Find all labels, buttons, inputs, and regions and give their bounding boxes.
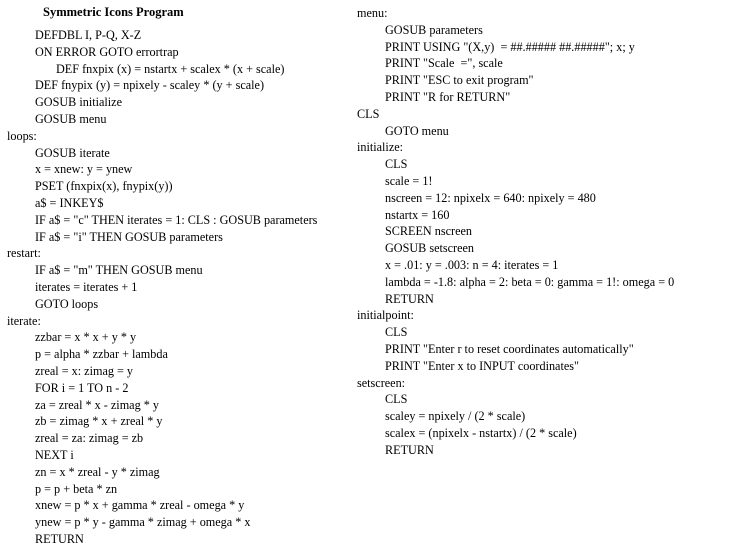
code-label-line: setscreen: xyxy=(357,375,406,390)
code-line: p = p + beta * zn xyxy=(35,481,118,496)
code-line: zn = x * zreal - y * zimag xyxy=(35,464,160,479)
code-line: PRINT "Scale =", scale xyxy=(385,56,503,71)
code-line: SCREEN nscreen xyxy=(385,224,472,239)
code-line: lambda = -1.8: alpha = 2: beta = 0: gamma = 1!: omega = 0 xyxy=(385,274,675,289)
code-line: GOSUB parameters xyxy=(385,22,483,37)
code-line: x = xnew: y = ynew xyxy=(35,162,133,177)
code-line: PRINT "Enter r to reset coordinates automatically" xyxy=(385,341,634,356)
code-label-line: initialpoint: xyxy=(357,308,414,323)
code-line: GOSUB setscreen xyxy=(385,241,475,256)
code-line: zzbar = x * x + y * y xyxy=(35,330,137,345)
code-line: NEXT i xyxy=(35,447,74,462)
code-line: p = alpha * zzbar + lambda xyxy=(35,347,168,362)
code-line: GOSUB initialize xyxy=(35,95,122,110)
code-line: FOR i = 1 TO n - 2 xyxy=(35,380,129,395)
code-line: GOSUB iterate xyxy=(35,145,110,160)
code-line: PRINT "ESC to exit program" xyxy=(385,73,534,88)
code-line: PRINT "Enter x to INPUT coordinates" xyxy=(385,358,579,373)
code-line: x = .01: y = .003: n = 4: iterates = 1 xyxy=(385,257,559,272)
page-title: Symmetric Icons Program xyxy=(43,5,184,19)
code-line: za = zreal * x - zimag * y xyxy=(35,397,159,412)
code-label-line: iterate: xyxy=(7,313,41,328)
code-label-line: menu: xyxy=(357,6,388,20)
code-line: ynew = p * y - gamma * zimag + omega * x xyxy=(35,515,251,530)
code-label-line: CLS xyxy=(357,106,380,121)
code-line: DEFDBL I, P-Q, X-Z xyxy=(35,28,142,42)
code-line: CLS xyxy=(385,325,408,340)
code-line: RETURN xyxy=(385,291,434,306)
code-line: nstartx = 160 xyxy=(385,207,450,222)
code-line: nscreen = 12: npixelx = 640: npixely = 480 xyxy=(385,190,596,205)
code-line: CLS xyxy=(385,392,408,407)
code-line: IF a$ = "i" THEN GOSUB parameters xyxy=(35,229,223,244)
code-label-line: restart: xyxy=(7,246,41,261)
code-line: CLS xyxy=(385,157,408,172)
code-line: PSET (fnxpix(x), fnypix(y)) xyxy=(35,179,173,194)
code-line: RETURN xyxy=(35,531,84,546)
code-line: scaley = npixely / (2 * scale) xyxy=(385,409,526,424)
code-line: iterates = iterates + 1 xyxy=(35,279,138,294)
code-line: RETURN xyxy=(385,442,434,457)
code-line: scalex = (npixelx - nstartx) / (2 * scale) xyxy=(385,425,577,440)
code-label-line: initialize: xyxy=(357,140,404,155)
code-line: zreal = x: zimag = y xyxy=(35,363,134,378)
code-line: IF a$ = "m" THEN GOSUB menu xyxy=(35,263,203,278)
code-line: ON ERROR GOTO errortrap xyxy=(35,44,179,59)
code-line: GOSUB menu xyxy=(35,111,107,126)
code-line: PRINT USING "(X,y) = ##.##### ##.#####"; x; y xyxy=(385,39,635,54)
code-column-left xyxy=(7,27,317,548)
code-line: zb = zimag * x + zreal * y xyxy=(35,414,163,429)
code-line: xnew = p * x + gamma * zreal - omega * y xyxy=(35,498,245,513)
code-line: GOTO loops xyxy=(35,296,99,311)
code-line: zreal = za: zimag = zb xyxy=(35,431,144,446)
code-line: DEF fnypix (y) = npixely - scaley * (y + scale) xyxy=(35,78,264,93)
code-column-right xyxy=(357,5,674,459)
code-line: PRINT "R for RETURN" xyxy=(385,89,511,104)
code-line: IF a$ = "c" THEN iterates = 1: CLS : GOSUB parameters xyxy=(35,212,318,227)
code-label-line: loops: xyxy=(7,128,37,143)
code-line: DEF fnxpix (x) = nstartx + scalex * (x + scale) xyxy=(56,61,285,76)
code-line: GOTO menu xyxy=(385,123,449,138)
code-line: a$ = INKEY$ xyxy=(35,195,104,210)
code-line: scale = 1! xyxy=(385,173,433,188)
